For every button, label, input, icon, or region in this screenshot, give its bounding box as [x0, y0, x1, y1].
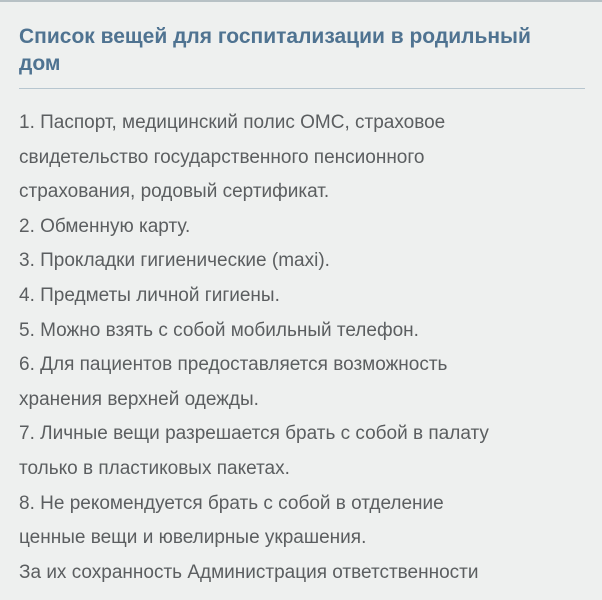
items-list — [19, 106, 585, 590]
list-item: 3. Прокладки гигиенические (maxi). — [19, 250, 330, 272]
list-item: 5. Можно взять с собой мобильный телефон. — [19, 319, 419, 341]
article-content — [19, 23, 585, 590]
list-item: 1. Паспорт, медицинский полис ОМС, страховое свидетельство государственного пенсионного страхования, родовый сертификат. — [19, 112, 446, 203]
list-item: 8. Не рекомендуется брать с собой в отделение ценные вещи и ювелирные украшения. — [19, 492, 444, 549]
section-title: Список вещей для госпитализации в родильный дом — [19, 25, 531, 75]
list-item: 7. Личные вещи разрешается брать с собой в палату только в пластиковых пакетах. — [19, 423, 489, 479]
list-item: 6. Для пациентов предоставляется возможность хранения верхней одежды. — [19, 354, 448, 410]
list-item: 2. Обменную карту. — [19, 215, 191, 237]
title-divider — [19, 88, 585, 89]
list-item: За их сохранность Администрация ответственности — [19, 561, 479, 583]
list-item: 4. Предметы личной гигиены. — [19, 284, 280, 306]
top-divider — [0, 0, 602, 2]
